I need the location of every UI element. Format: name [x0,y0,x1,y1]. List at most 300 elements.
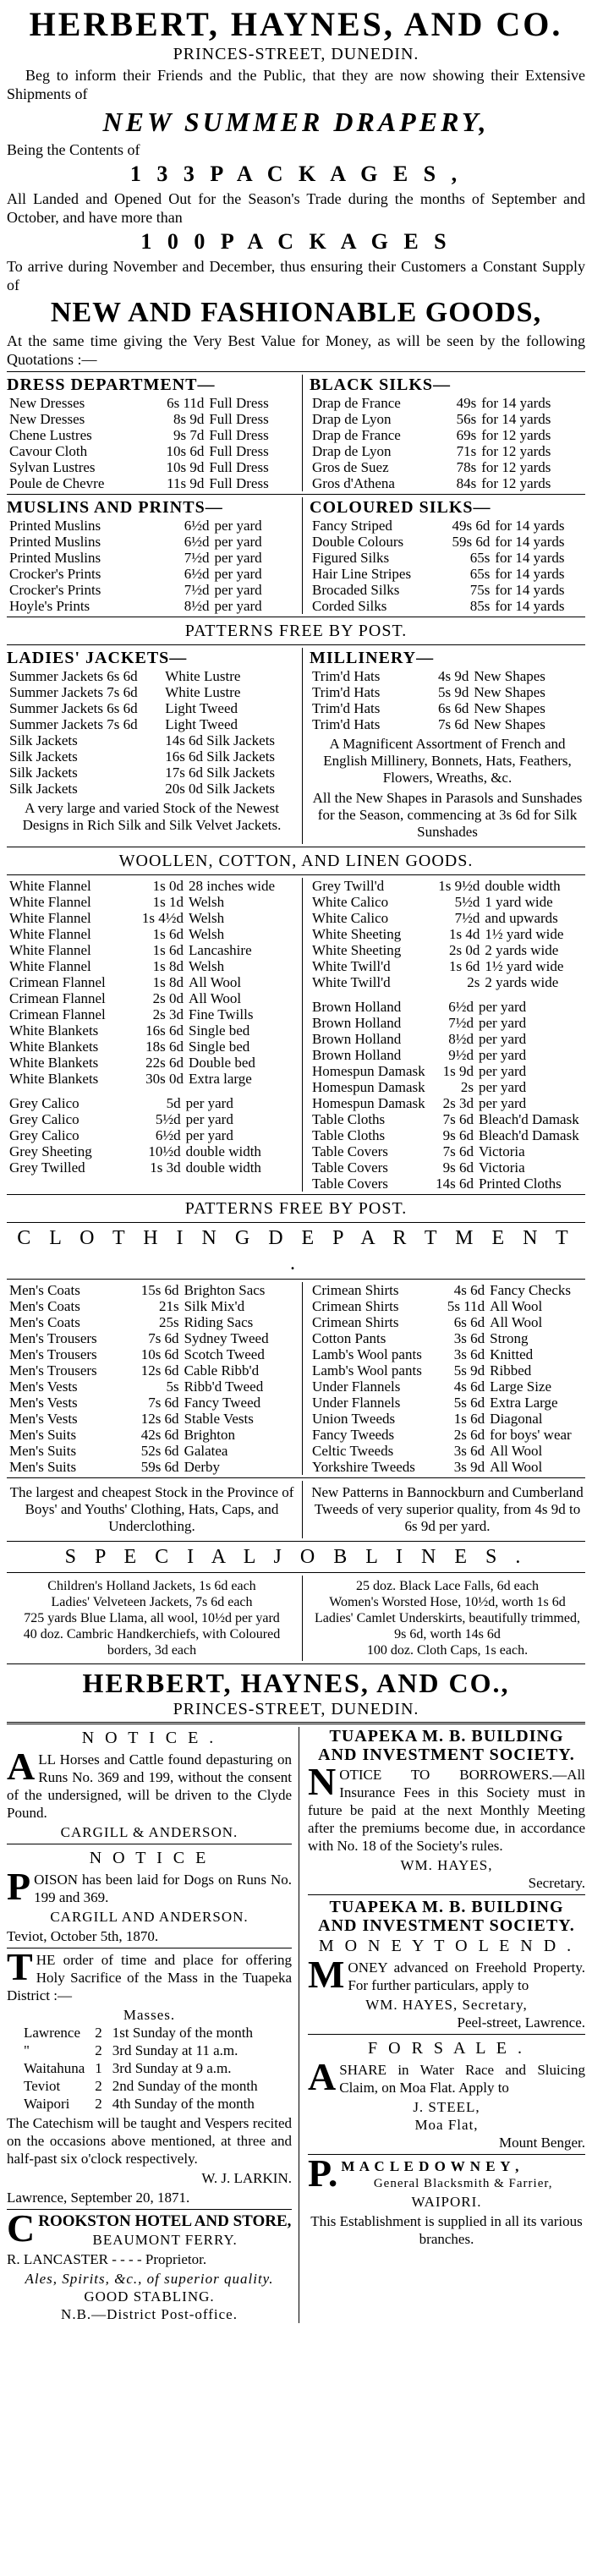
table-row [7,990,297,1006]
table-cell: All Wool [189,990,242,1006]
table-cell: 52s 6d [140,1443,179,1459]
society1-sig: WM. HAYES, [400,1857,493,1873]
table-cell: White Blankets [9,1071,99,1087]
table-cell: " [24,2042,30,2058]
table-cell: Figured Silks [312,550,390,566]
table-row [310,1176,585,1192]
coloured-silks-heading: COLOURED SILKS— [310,498,491,517]
table-row [7,1022,297,1039]
table-cell: double width [485,878,561,894]
table-row [7,700,297,716]
table-cell: Waitahuna [24,2060,85,2076]
table-cell: 14s 6d Silk Jackets [165,732,276,748]
table-cell: Table Covers [312,1176,388,1192]
firm-address: PRINCES-STREET, DUNEDIN. [173,45,419,63]
table-cell: 5s 6d [453,1395,485,1411]
table-cell: per yard [214,598,262,614]
table-row [310,598,585,614]
table-cell: Homespun Damask [312,1063,425,1079]
table-cell: Victoria [479,1159,525,1176]
table-cell: per yard [214,518,262,534]
table-cell: 65s [469,566,491,582]
table-cell: Drap de Lyon [312,443,392,459]
table-cell: 7s 6d [442,1111,474,1127]
table-cell: per yard [214,534,262,550]
table-cell: Welsh [189,894,225,910]
table-cell: Men's Vests [9,1411,78,1427]
table-row [7,1159,297,1176]
table-cell: Full Dress [209,411,269,427]
table-cell: Brocaded Silks [312,582,400,598]
table-row [310,443,585,459]
forsale-text: SHARE in Water Race and Sluicing Claim, on Moa Flat. Apply to [339,2062,585,2096]
table-cell: 1s 6d [453,1411,485,1427]
millinery-table [310,668,585,732]
table-cell: Drap de Lyon [312,411,392,427]
table-cell: 7½d [184,582,210,598]
table-row [7,1039,297,1055]
table-cell: 5s 9d [453,1362,485,1378]
table-cell: for 14 yards [481,411,551,427]
clothing-right-table [310,1282,585,1475]
society1-dropcap: N [308,1760,337,1803]
society1-title: TUAPEKA M. B. BUILDING AND INVESTMENT SOCIETY. [318,1727,575,1764]
table-cell: 8s 9d [173,411,205,427]
table-row [310,1095,585,1111]
packages-133: 1 3 3 P A C K A G E S , [129,162,463,186]
table-cell: 9s 7d [173,427,205,443]
table-cell: White Blankets [9,1039,99,1055]
table-cell: Crimean Shirts [312,1314,399,1330]
table-row [7,668,297,684]
black-silks-table [310,395,585,491]
table-cell: 2s 0d [152,990,184,1006]
society2-sig: WM. HAYES, Secretary, [365,1997,528,2013]
dress-heading: DRESS DEPARTMENT— [7,375,216,394]
table-row [310,1298,585,1314]
masses-subhead: Masses. [123,2007,176,2023]
woollen-right-table [310,878,585,990]
table-row [7,1298,297,1314]
table-row [7,716,297,732]
table-cell: White Flannel [9,926,91,942]
table-row [310,1282,585,1298]
table-cell: New Dresses [9,411,85,427]
table-cell: Men's Trousers [9,1362,97,1378]
table-cell: 7½d [448,1015,474,1031]
table-row [7,974,297,990]
table-cell: 7s 6d [438,716,469,732]
table-cell: 2s 0d [449,942,480,958]
smith-text: This Establishment is supplied in all its various branches. [310,2213,583,2247]
table-cell: Men's Suits [9,1427,77,1443]
table-cell: Men's Trousers [9,1330,97,1346]
table-cell: Table Covers [312,1159,388,1176]
table-cell: 1s 9½d [438,878,480,894]
new-summer-drapery: NEW SUMMER DRAPERY, [102,107,490,137]
table-cell: Grey Calico [9,1111,79,1127]
table-cell: Derby [184,1459,221,1475]
table-cell: Lamb's Wool pants [312,1346,422,1362]
table-row [7,459,297,475]
table-cell: Men's Suits [9,1459,77,1475]
table-cell: Poule de Chevre [9,475,105,491]
table-row [310,475,585,491]
table-row [7,1143,297,1159]
table-cell: All Wool [490,1459,543,1475]
table-row [310,716,585,732]
table-cell: 9s 6d [442,1127,474,1143]
table-cell: 5½d [454,894,480,910]
table-cell: 59s 6d [140,1459,179,1475]
table-row [310,1459,585,1475]
table-cell: 2s 3d [152,1006,184,1022]
woollen-left-table-2 [7,1095,297,1176]
table-cell: and upwards [485,910,558,926]
table-row [310,700,585,716]
table-cell: Corded Silks [312,598,387,614]
table-cell: Single bed [189,1022,250,1039]
black-silks-heading: BLACK SILKS— [310,375,452,394]
table-cell: White Flannel [9,958,91,974]
table-cell: Sydney Tweed [184,1330,269,1346]
table-row [7,748,297,765]
table-row [7,1330,297,1346]
table-row [310,926,585,942]
table-row [7,894,297,910]
notice1-sig: CARGILL & ANDERSON. [60,1824,238,1840]
table-row [310,1346,585,1362]
woollen-left-table [7,878,297,1087]
table-row [7,1071,297,1087]
table-row [310,1443,585,1459]
table-cell: All Wool [490,1314,543,1330]
table-cell: 1s 3d [150,1159,181,1176]
footer-firm: HERBERT, HAYNES, AND CO., [82,1668,510,1698]
table-row [7,781,297,797]
table-cell: per yard [185,1111,233,1127]
table-cell: 9½d [448,1047,474,1063]
arrive-text: To arrive during November and December, thus ensuring their Customers a Constant Supply of [7,258,585,293]
table-cell: Victoria [479,1143,525,1159]
table-row [7,1411,297,1427]
table-cell: Crimean Flannel [9,1006,106,1022]
table-cell: Scotch Tweed [184,1346,265,1362]
table-cell: 78s [456,459,477,475]
table-cell: 3s 6d [453,1330,485,1346]
table-cell: per yard [479,1031,527,1047]
table-cell: White Flannel [9,894,91,910]
table-cell: 1½ yard wide [485,958,564,974]
table-cell: Men's Vests [9,1395,78,1411]
table-row [310,566,585,582]
table-cell: 85s [469,598,491,614]
table-cell: Bleach'd Damask [479,1127,579,1143]
table-cell: Table Cloths [312,1111,386,1127]
table-cell: Single bed [189,1039,250,1055]
table-cell: for 12 yards [481,459,551,475]
table-cell: Trim'd Hats [312,668,381,684]
table-row [19,2059,263,2077]
table-row [310,910,585,926]
table-row [7,684,297,700]
table-cell: 3s 6d [453,1346,485,1362]
smith-name: M A C L E D O W N E Y , [341,2158,520,2174]
landed-text: All Landed and Opened Out for the Season's Trade during the months of September and October, and have more than [7,190,585,226]
table-cell: Welsh [189,958,225,974]
smith-place: WAIPORI. [411,2194,482,2210]
table-cell: 6½d [448,999,474,1015]
society2-dropcap: M [308,1953,345,1996]
table-cell: Large Size [490,1378,552,1395]
table-row [7,878,297,894]
table-cell: 10s 6d [140,1346,179,1362]
table-cell: Drap de France [312,427,401,443]
table-cell: 75s [469,582,491,598]
table-row [310,894,585,910]
new-fashionable-goods: NEW AND FASHIONABLE GOODS, [50,297,542,328]
table-cell: 69s [456,427,477,443]
table-cell: 71s [456,443,477,459]
table-cell: Extra large [189,1071,252,1087]
table-row [310,582,585,598]
society2-text: ONEY advanced on Freehold Property. For further particulars, apply to [348,1959,585,1993]
jackets-table [7,668,297,797]
table-cell: 7½d [184,550,210,566]
table-cell: 2 yards wide [485,974,559,990]
table-row [7,1427,297,1443]
table-cell: 2 [95,2025,102,2041]
table-cell: 10s 9d [166,459,205,475]
patterns-free-1: PATTERNS FREE BY POST. [184,622,408,640]
table-cell: 9s 6d [442,1159,474,1176]
table-row [7,598,297,614]
classified-section: N O T I C E . ALL Horses and Cattle found depasturing on Runs No. 369 and 199, without the consent of the undersigned, will be driven to the Clyde Pound. CARGILL & ANDERSON. N O T I C E POISON has been laid for Dogs on Runs No. 199 and 369. CARGILL AND ANDERSON. Teviot, October 5th, 1870. THE order of time and place for offering Holy Sacrifice of the Mass in the Tuapeka District :— Masses. Lawrence 2 1st Sunday of the month " 2 3rd Sunday at 11 a.m. Waitahuna 1 3rd Sunday at 9 a.m. Teviot 2 2nd Sunday of the month Waipori 2 4th Sunday of the month The Catechism will be taught and Vespers recited on the occasions above mentioned, at three and half-past six o'clock respectively. W. J. LARKIN. Lawrence, September 20, 1871. CROOKSTON HOTEL AND STORE, BEAUMONT FERRY. R. LANCASTER - - - - Proprietor. Ales, Spirits, &c., of superior quality. GOOD STABLING. N.B.—District Post-office. TUAPEKA M. B. BUILDING AND INVESTMENT SOCIETY. NOTICE TO BORROWERS.—All Insurance Fees in this Society must in future be paid at the next Monthly Meeting after the premiums become due, in accordance with No. 18 of the Society's rules. WM. HAYES, Secretary. TUAPEKA M. B. BUILDING AND INVESTMENT SOCIETY. M O N E Y T O L E N D . MONEY advanced on Freehold Property. For further particulars, apply to WM. HAYES, Secretary, Peel-street, Lawrence. F O R S A L E . ASHARE in Water Race and Sluicing Claim, on Moa Flat. Apply to J. STEEL, Moa Flat, Mount Benger. P. M A C L E D O W N E Y , General Blacksmith & Farrier, WAIPORI. This Establishment is supplied in all its various branches. [7,1727,585,2322]
table-cell: Cavour Cloth [9,443,88,459]
table-row [7,1127,297,1143]
table-row [310,1362,585,1378]
table-cell: Ribb'd Tweed [184,1378,264,1395]
forsale-dropcap: A [308,2055,337,2098]
society1-text: OTICE TO BORROWERS.—All Insurance Fees in this Society must in future be paid at the next Monthly Meeting after the premiums become due, in accordance with No. 18 of the Society's rules. [308,1767,585,1854]
table-row [310,459,585,475]
table-cell: Fine Twills [189,1006,254,1022]
table-cell: Summer Jackets 6s 6d [9,668,138,684]
table-cell: Silk Jackets [9,765,78,781]
clothing-notes [7,1481,585,1538]
table-cell: Waipori [24,2096,70,2112]
table-cell: Summer Jackets 7s 6d [9,716,138,732]
table-cell: Chene Lustres [9,427,92,443]
table-cell: All Wool [490,1298,543,1314]
table-cell: Lawrence [24,2025,81,2041]
table-row [19,2077,263,2095]
table-cell: 5s 11d [447,1298,485,1314]
table-row [7,566,297,582]
table-cell: for 12 yards [481,475,551,491]
table-cell: 22s 6d [145,1055,184,1071]
table-row [7,1443,297,1459]
table-row [310,518,585,534]
table-cell: 12s 6d [140,1411,179,1427]
firm-title: HERBERT, HAYNES, AND CO. [29,5,563,43]
table-cell: New Shapes [474,684,545,700]
millinery-heading: MILLINERY— [310,649,435,667]
table-cell: 2 yards wide [485,942,559,958]
table-cell: 1s 6d [152,926,184,942]
table-row [310,1111,585,1127]
notice2-text: OISON has been laid for Dogs on Runs No. 199 and 369. [34,1872,292,1905]
table-row [7,1395,297,1411]
jackets-note: A very large and varied Stock of the Newest Designs in Rich Silk and Silk Velvet Jackets. [22,800,282,833]
clothing-right-note: New Patterns in Bannockburn and Cumberland Tweeds of very superior quality, from 4s 9d to 6s 9d per yard. [311,1484,584,1534]
table-cell: Men's Coats [9,1314,80,1330]
table-cell: 1 [95,2060,102,2076]
muslins-heading: MUSLINS AND PRINTS— [7,498,223,517]
clothing-left-table [7,1282,297,1475]
clothing-heading: C L O T H I N G D E P A R T M E N T . [17,1227,575,1274]
table-cell: Cotton Pants [312,1330,386,1346]
table-cell: Crimean Shirts [312,1298,399,1314]
table-cell: Galatea [184,1443,228,1459]
forsale-title: F O R S A L E . [368,2039,525,2058]
table-row [310,1378,585,1395]
table-cell: for 14 yards [495,566,565,582]
masses-text: HE order of time and place for offering Holy Sacrifice of the Mass in the Tuapeka District :— [7,1952,292,2003]
table-cell: Lancashire [189,942,252,958]
table-cell: for boys' wear [490,1427,572,1443]
notice2-date: Teviot, October 5th, 1870. [7,1928,159,1944]
table-cell: Drap de France [312,395,401,411]
table-cell: 65s [469,550,491,566]
society2-title: TUAPEKA M. B. BUILDING AND INVESTMENT SOCIETY. [318,1898,575,1935]
table-cell: 15s 6d [140,1282,179,1298]
table-cell: Riding Sacs [184,1314,254,1330]
table-cell: 6½d [184,566,210,582]
masses-catechism: The Catechism will be taught and Vespers recited on the occasions above mentioned, at three and half-past six o'clock respectively. [7,2115,292,2167]
table-cell: Table Cloths [312,1127,386,1143]
table-cell: per yard [185,1127,233,1143]
table-cell: Fancy Tweed [184,1395,261,1411]
table-row [310,1330,585,1346]
table-cell: Silk Jackets [9,748,78,765]
table-row [310,958,585,974]
table-cell: Under Flannels [312,1395,401,1411]
masses-dropcap: T [7,1945,33,1988]
society2-addr: Peel-street, Lawrence. [457,2014,585,2031]
table-cell: 7s 6d [148,1330,179,1346]
table-cell: for 14 yards [495,518,565,534]
table-cell: 3s 9d [453,1459,485,1475]
table-cell: 11s 9d [167,475,205,491]
table-cell: White Lustre [165,668,241,684]
table-cell: Crimean Flannel [9,990,106,1006]
table-cell: 1s 1d [152,894,184,910]
table-cell: per yard [479,1079,527,1095]
table-cell: White Twill'd [312,958,391,974]
masses-table [19,2024,263,2113]
table-cell: per yard [214,566,262,582]
table-cell: per yard [479,1095,527,1111]
table-cell: 1s 6d [449,958,480,974]
table-cell: 1st Sunday of the month [112,2025,253,2041]
table-cell: 21s [158,1298,179,1314]
table-cell: Sylvan Lustres [9,459,96,475]
table-cell: 1s 6d [152,942,184,958]
table-cell: 1s 4½d [141,910,184,926]
table-cell: 10½d [148,1143,181,1159]
notice1-title: N O T I C E . [81,1729,217,1747]
table-row [7,475,297,491]
table-cell: Brown Holland [312,1047,402,1063]
table-cell: 1s 4d [449,926,480,942]
table-cell: Celtic Tweeds [312,1443,394,1459]
table-row [19,2095,263,2113]
table-row [7,395,297,411]
table-cell: 5½d [155,1111,181,1127]
dress-silks-section [7,375,585,491]
table-cell: White Flannel [9,878,91,894]
table-cell: White Flannel [9,910,91,926]
table-row [7,518,297,534]
notice1-dropcap: A [7,1745,36,1788]
table-cell: for 14 yards [481,395,551,411]
table-cell: Under Flannels [312,1378,401,1395]
table-cell: 1s 0d [152,878,184,894]
table-cell: Silk Mix'd [184,1298,245,1314]
table-cell: Crocker's Prints [9,582,101,598]
notice2-title: N O T I C E [89,1849,210,1867]
smith-dropcap: P. [308,2151,338,2195]
table-cell: White Calico [312,894,389,910]
table-cell: 8½d [448,1031,474,1047]
clothing-section [7,1282,585,1475]
table-row [310,999,585,1015]
table-row [310,878,585,894]
advert-header [7,5,585,64]
table-cell: 6s 11d [167,395,205,411]
table-cell: 16s 6d [145,1022,184,1039]
woollen-right-table-2 [310,999,585,1192]
table-cell: 7½d [454,910,480,926]
table-cell: 84s [456,475,477,491]
table-cell: Homespun Damask [312,1079,425,1095]
notice2-sig: CARGILL AND ANDERSON. [50,1909,249,1925]
table-row [7,765,297,781]
table-row [7,1095,297,1111]
table-row [7,1459,297,1475]
table-row [310,1127,585,1143]
table-cell: 49s 6d [452,518,491,534]
table-cell: per yard [479,1015,527,1031]
table-cell: Fancy Tweeds [312,1427,395,1443]
table-cell: Cable Ribb'd [184,1362,260,1378]
table-cell: 18s 6d [145,1039,184,1055]
table-cell: Fancy Checks [490,1282,572,1298]
table-cell: White Sheeting [312,926,402,942]
table-cell: Trim'd Hats [312,684,381,700]
table-row [310,1047,585,1063]
table-cell: 3rd Sunday at 11 a.m. [112,2042,238,2058]
special-section [7,1576,585,1661]
table-cell: New Dresses [9,395,85,411]
table-cell: 56s [456,411,477,427]
footer-address: PRINCES-STREET, DUNEDIN. [173,1700,419,1718]
table-cell: 2s 6d [453,1427,485,1443]
table-cell: Grey Sheeting [9,1143,92,1159]
table-cell: Welsh [189,926,225,942]
table-cell: Full Dress [209,427,269,443]
